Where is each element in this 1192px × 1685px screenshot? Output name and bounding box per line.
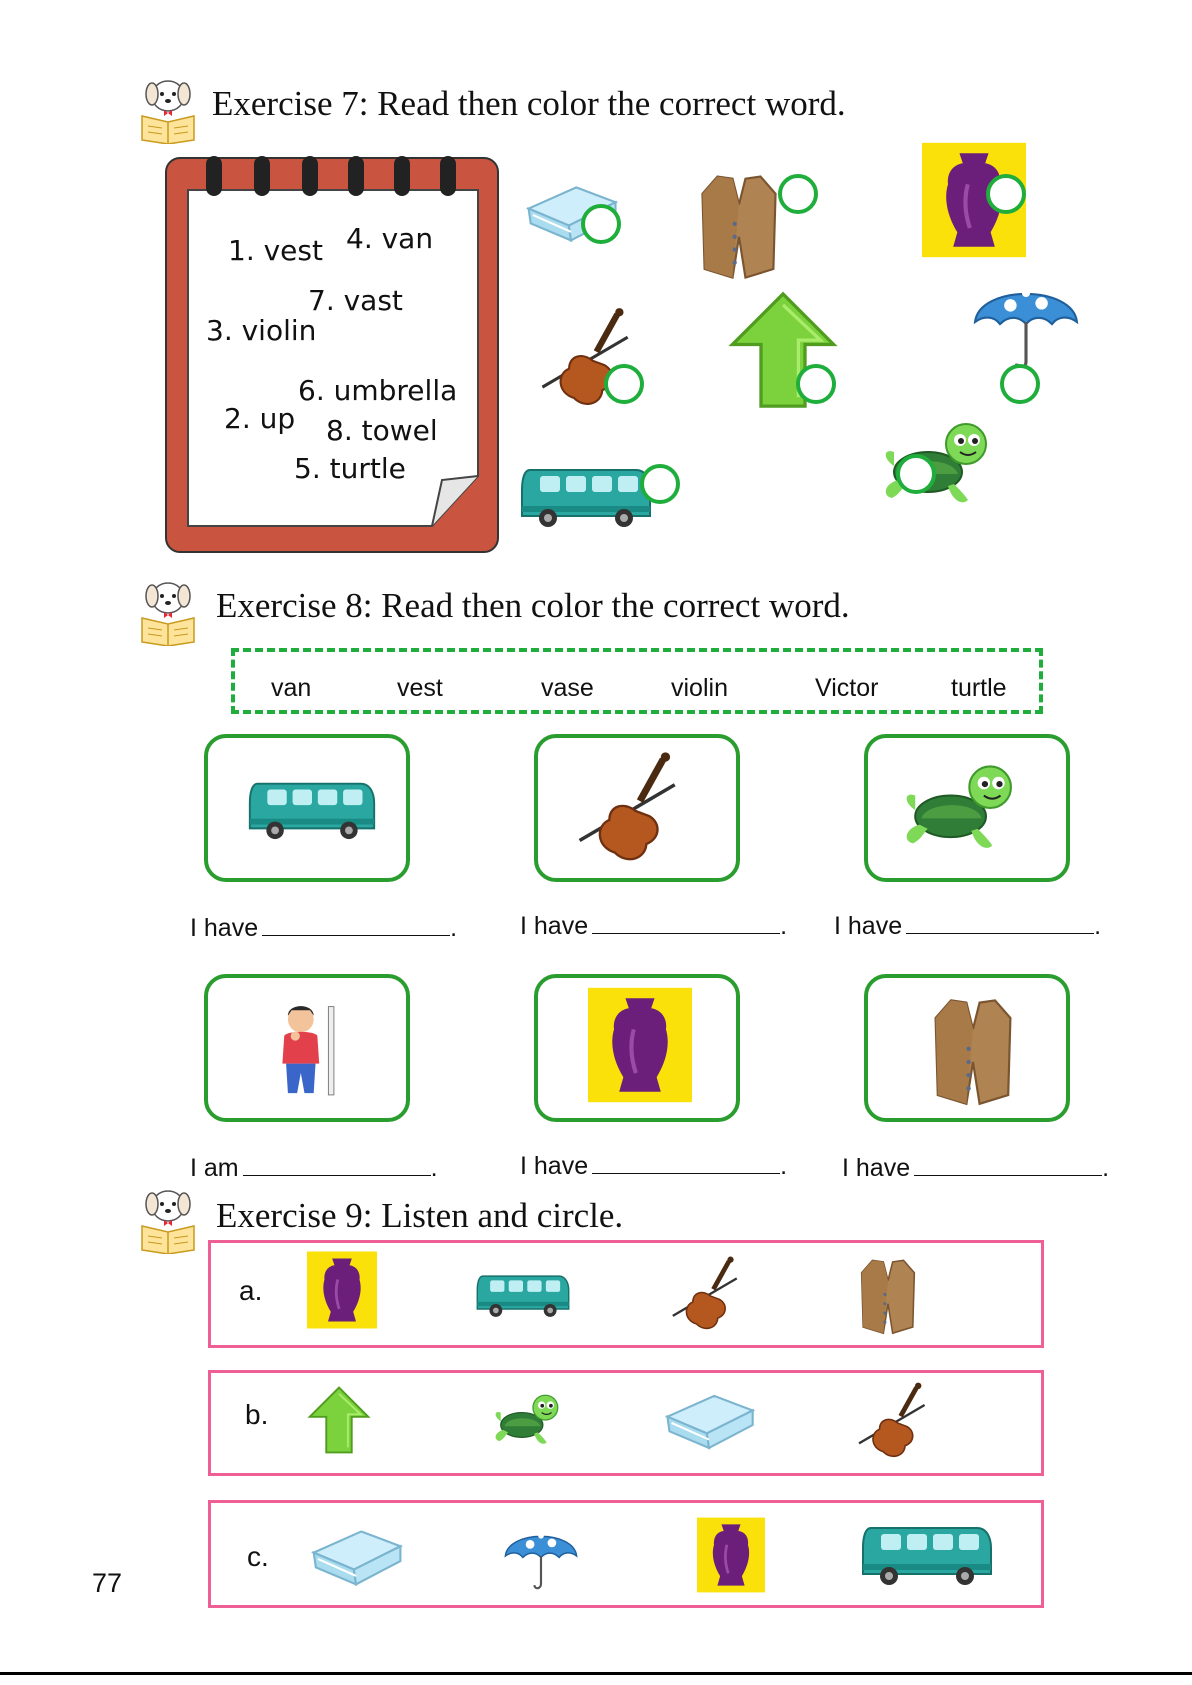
- listen-row: [208, 1370, 1044, 1476]
- answer-blank[interactable]: [914, 1155, 1102, 1176]
- word-bank-item: van: [271, 674, 312, 702]
- color-circle[interactable]: [796, 364, 836, 404]
- exercise9-title: Exercise 9: Listen and circle.: [216, 1196, 624, 1235]
- mascot-icon: [136, 578, 200, 646]
- turtle-icon: [878, 414, 998, 514]
- sentence-line: I am .: [190, 1154, 438, 1182]
- notepad-word: 1. vest: [228, 234, 323, 267]
- color-circle[interactable]: [986, 174, 1026, 214]
- notepad-word: 2. up: [224, 402, 296, 435]
- vase-icon: [588, 986, 692, 1104]
- exercise8-title: Exercise 8: Read then color the correct word.: [216, 586, 850, 625]
- word-bank-item: Victor: [815, 674, 879, 702]
- picture-box: [864, 974, 1070, 1122]
- exercise7-title: Exercise 7: Read then color the correct word.: [212, 84, 846, 123]
- van-icon: [244, 772, 380, 844]
- notepad-word: 3. violin: [206, 314, 317, 347]
- notepad-word: 8. towel: [326, 414, 438, 447]
- mascot-icon: [136, 1186, 200, 1254]
- color-circle[interactable]: [1000, 364, 1040, 404]
- sentence-line: I have .: [842, 1154, 1110, 1182]
- listen-row: [208, 1240, 1044, 1348]
- van-icon[interactable]: [857, 1517, 997, 1589]
- van-icon: [516, 458, 656, 532]
- sentence-line: I have .: [834, 912, 1102, 940]
- color-circle[interactable]: [604, 364, 644, 404]
- mascot-icon: [136, 76, 200, 144]
- vase-icon[interactable]: [697, 1517, 765, 1593]
- boy-violin-icon: [264, 994, 356, 1102]
- notepad-word: 6. umbrella: [298, 374, 458, 407]
- up-arrow-icon[interactable]: [307, 1385, 371, 1455]
- page-number: 77: [92, 1568, 123, 1598]
- color-circle[interactable]: [581, 204, 621, 244]
- towel-icon[interactable]: [657, 1387, 761, 1461]
- picture-box: [534, 734, 740, 882]
- notepad-word: 7. vast: [308, 284, 403, 317]
- umbrella-icon[interactable]: [501, 1515, 581, 1597]
- color-circle[interactable]: [640, 464, 680, 504]
- color-circle[interactable]: [896, 454, 936, 494]
- color-circle[interactable]: [778, 174, 818, 214]
- vest-icon: [928, 996, 1018, 1106]
- violin-icon: [566, 750, 686, 866]
- turtle-icon: [896, 756, 1026, 860]
- answer-blank[interactable]: [592, 913, 780, 934]
- word-bank-item: vase: [541, 674, 594, 702]
- sentence-line: I have .: [190, 914, 458, 942]
- vest-icon: [696, 164, 782, 288]
- vase-icon[interactable]: [307, 1251, 377, 1329]
- umbrella-icon: [968, 270, 1084, 374]
- sentence-line: I have .: [520, 912, 788, 940]
- word-bank-item: turtle: [951, 674, 1007, 702]
- notepad-word: 5. turtle: [294, 452, 406, 485]
- vest-icon[interactable]: [857, 1255, 919, 1337]
- listen-row: [208, 1500, 1044, 1608]
- answer-blank[interactable]: [243, 1155, 431, 1176]
- towel-icon[interactable]: [297, 1523, 415, 1597]
- sentence-line: I have .: [520, 1152, 788, 1180]
- row-label: a.: [239, 1275, 263, 1306]
- notepad: [164, 156, 500, 554]
- violin-icon[interactable]: [659, 1255, 749, 1333]
- word-bank: [231, 648, 1043, 714]
- notepad-word: 4. van: [346, 222, 434, 255]
- answer-blank[interactable]: [906, 913, 1094, 934]
- answer-blank[interactable]: [262, 915, 450, 936]
- answer-blank[interactable]: [592, 1153, 780, 1174]
- row-label: c.: [247, 1541, 269, 1572]
- row-label: b.: [245, 1399, 269, 1430]
- picture-box: [864, 734, 1070, 882]
- van-icon[interactable]: [473, 1259, 573, 1329]
- word-bank-item: vest: [397, 674, 443, 702]
- word-bank-item: violin: [671, 674, 728, 702]
- picture-box: [204, 734, 410, 882]
- picture-box: [534, 974, 740, 1122]
- picture-box: [204, 974, 410, 1122]
- turtle-icon[interactable]: [483, 1389, 573, 1451]
- bottom-rule: [0, 1672, 1192, 1675]
- violin-icon[interactable]: [851, 1381, 931, 1461]
